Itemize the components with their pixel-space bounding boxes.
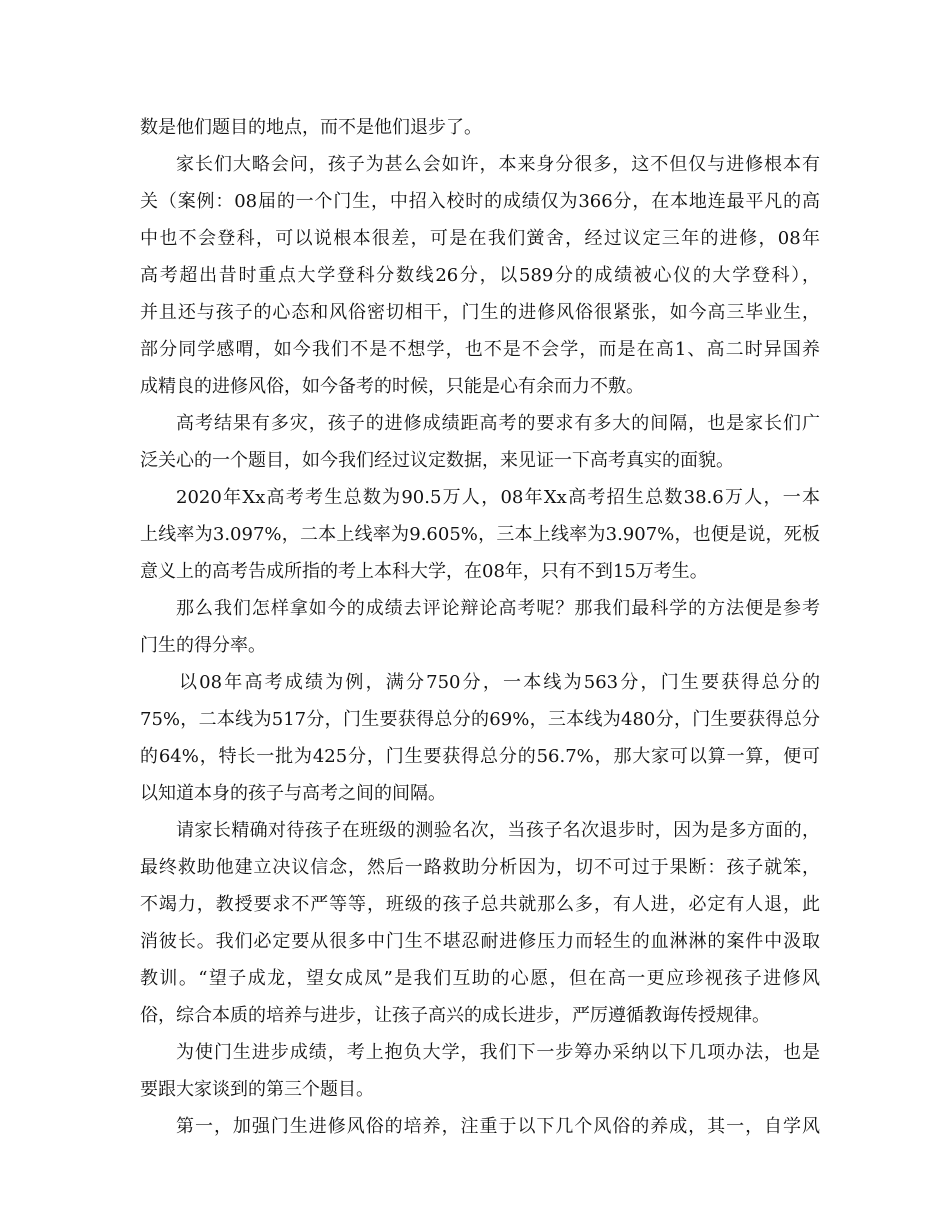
text-line: 教训。“望子成龙，望女成凤”是我们互助的心愿，但在高一更应珍视孩子进修风 xyxy=(140,968,820,989)
text-line: 第一，加强门生进修风俗的培养，注重于以下几个风俗的养成，其一，自学风 xyxy=(176,1116,820,1137)
text-line: 意义上的高考告成所指的考上本科大学，在08年，只有不到15万考生。 xyxy=(140,561,708,582)
text-line: 以知道本身的孩子与高考之间的间隔。 xyxy=(140,783,446,804)
text-line: 最终救助他建立决议信念，然后一路救助分析因为，切不可过于果断：孩子就笨， xyxy=(140,857,820,878)
text-line: 要跟大家谈到的第三个题目。 xyxy=(140,1079,374,1100)
text-line: 中也不会登科，可以说根本很差，可是在我们黉舍，经过议定三年的进修，08年 xyxy=(140,228,820,249)
text-line: 数是他们题目的地点，而不是他们退步了。 xyxy=(140,117,482,138)
text-line: 请家长精确对待孩子在班级的测验名次，当孩子名次退步时，因为是多方面的， xyxy=(176,820,820,841)
text-line: 并且还与孩子的心态和风俗密切相干，门生的进修风俗很紧张，如今高三毕业生， xyxy=(140,302,820,323)
text-line: 不竭力，教授要求不严等等，班级的孩子总共就那么多，有人进，必定有人退，此 xyxy=(140,894,820,915)
text-line: 2020年Xx高考考生总数为90.5万人，08年Xx高考招生总数38.6万人，一本 xyxy=(176,487,820,508)
text-line: 家长们大略会问，孩子为甚么会如许，本来身分很多，这不但仅与进修根本有 xyxy=(176,154,820,175)
text-line: 高考结果有多灾，孩子的进修成绩距高考的要求有多大的间隔，也是家长们广 xyxy=(176,413,820,434)
text-line: 门生的得分率。 xyxy=(140,635,266,656)
text-line: 以08年高考成绩为例，满分750分，一本线为563分，门生要获得总分的 xyxy=(179,672,820,693)
text-line: 75%，二本线为517分，门生要获得总分的69%，三本线为480分，门生要获得总分 xyxy=(140,709,820,730)
text-line: 关（案例：08届的一个门生，中招入校时的成绩仅为366分，在本地连最平凡的高 xyxy=(140,191,820,212)
text-line: 为使门生进步成绩，考上抱负大学，我们下一步筹办采纳以下几项办法，也是 xyxy=(176,1042,820,1063)
text-line: 的64%，特长一批为425分，门生要获得总分的56.7%，那大家可以算一算，便可 xyxy=(140,746,820,767)
text-line: 成精良的进修风俗，如今备考的时候，只能是心有余而力不敷。 xyxy=(140,376,644,397)
text-line: 部分同学感喟，如今我们不是不想学，也不是不会学，而是在高1、高二时异国养 xyxy=(140,339,820,360)
text-line: 消彼长。我们必定要从很多中门生不堪忍耐进修压力而轻生的血淋淋的案件中汲取 xyxy=(140,931,820,952)
text-line: 高考超出昔时重点大学登科分数线26分，以589分的成绩被心仪的大学登科）， xyxy=(140,265,820,286)
text-line: 那么我们怎样拿如今的成绩去评论辩论高考呢？那我们最科学的方法便是参考 xyxy=(176,598,820,619)
text-line: 俗，综合本质的培养与进步，让孩子高兴的成长进步，严厉遵循教诲传授规律。 xyxy=(140,1005,770,1026)
text-line: 上线率为3.097%，二本上线率为9.605%，三本上线率为3.907%，也便是说，死板 xyxy=(140,524,820,545)
text-line: 泛关心的一个题目，如今我们经过议定数据，来见证一下高考真实的面貌。 xyxy=(140,450,734,471)
